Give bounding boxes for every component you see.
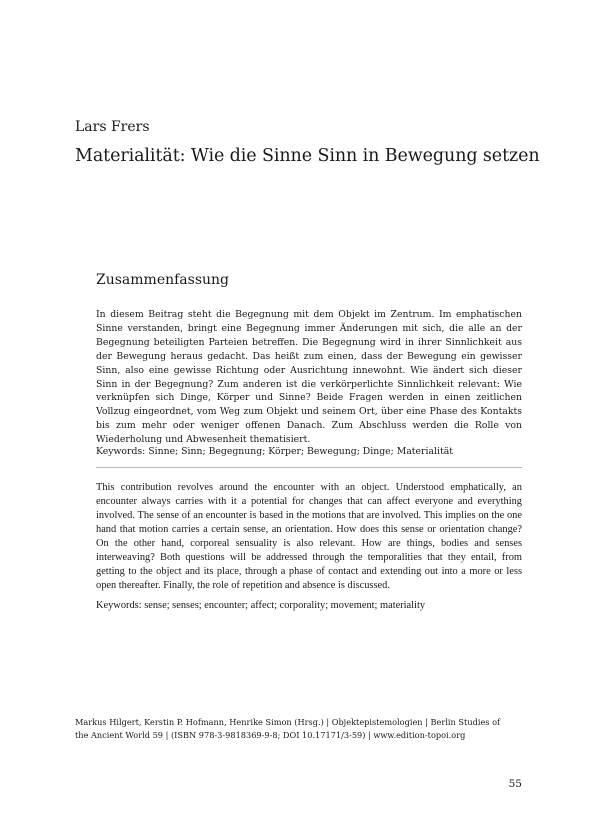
footer-line: Markus Hilgert, Kerstin P. Hofmann, Henrike Simon (Hrsg.) | Objektepistemologien | Berlin Studies of	[75, 717, 501, 727]
abstract-german: In diesem Beitrag steht die Begegnung mit dem Objekt im Zentrum. Im emphatischen Sinne verstanden, bringt eine Begegnung immer Änderungen mit sich, die alle an der Begegnung beteiligten Parteien betreffen. Die Begegnung wird in ihrer Sinnlichkeit aus der Bewegung heraus gedacht. Das heißt zum einen, dass der Bewegung ein gewisser Sinn, also eine gewisse Richtung oder Ausrichtung innewohnt. Wie ändert sich dieser Sinn in der Begegnung? Zum anderen ist die verkörperlichte Sinnlichkeit relevant: Wie verknüpfen sich Dinge, Körper und Sinne? Beide Fragen werden in einen zeitlichen Vollzug eingeordnet, vom Weg zum Objekt und seinem Ort, über eine Phase des Kontakts bis zum mehr oder weniger offenen Danach. Zum Abschluss werden die Rolle von Wiederholung und Abwesenheit thematisiert.	[96, 309, 522, 446]
author-name: Lars Frers	[75, 119, 150, 135]
keywords-english: Keywords: sense; senses; encounter; affect; corporality; movement; materiality	[96, 600, 426, 611]
page-number: 55	[508, 778, 522, 790]
summary-heading: Zusammenfassung	[96, 272, 230, 288]
footer-line: the Ancient World 59 | (ISBN 978-3-9818369-9-8; DOI 10.17171/3-59) | www.edition-topoi.org	[75, 730, 466, 740]
section-divider	[96, 467, 522, 468]
article-title: Materialität: Wie die Sinne Sinn in Bewegung setzen	[75, 146, 540, 166]
keywords-german: Keywords: Sinne; Sinn; Begegnung; Körper; Bewegung; Dinge; Materialität	[96, 446, 453, 457]
abstract-english: This contribution revolves around the encounter with an object. Understood emphatically, an encounter always carries with it a potential for changes that can affect everyone and everything involved. The sense of an encounter is based in the motions that are involved. This implies on the one hand that motion carries a certain sense, an orientation. How does this sense or orientation change? On the other hand, corporeal sensuality is also relevant. How are things, bodies and senses interweaving? Both questions will be addressed through the temporalities that they entail, from getting to the object and its place, through a phase of contact and extending out into a more or less open thereafter. Finally, the role of repetition and absence is discussed.	[96, 482, 522, 591]
publication-footer	[75, 716, 525, 742]
